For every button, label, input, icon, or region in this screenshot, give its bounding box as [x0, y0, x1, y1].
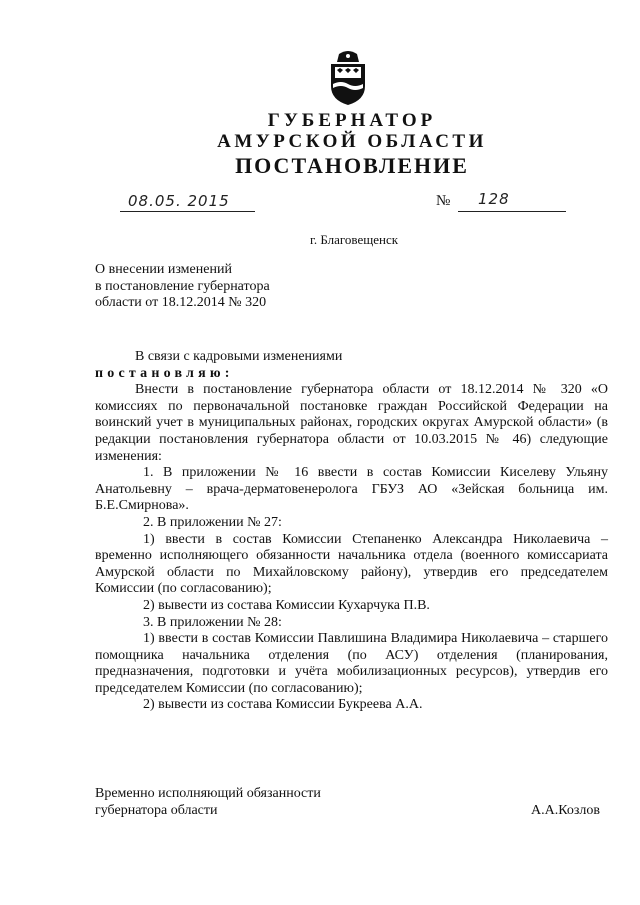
subject-line: О внесении изменений	[95, 262, 232, 277]
item-2-1: 1) ввести в состав Комиссии Степаненко Александра Николаевича – временно исполняющего обязанности начальника отдела (военного комиссариата Амурской области по Михайловскому району), утвердив его председателем Комиссии (по согласованию);	[95, 531, 608, 597]
issuer-region: АМУРСКОЙ ОБЛАСТИ	[217, 131, 487, 152]
item-2-2: 2) вывести из состава Комиссии Кухарчука П.В.	[143, 597, 430, 613]
item-3: 3. В приложении № 28:	[143, 614, 282, 630]
number-label: №	[436, 193, 451, 209]
item-3-1: 1) ввести в состав Комиссии Павлишина Владимира Николаевича – старшего помощника начальника отделения (по АСУ) отделения (планирования, предназначения, подготовки и учёта мобилизационных ресурсов), утвердив его председателем Комиссии (по согласованию);	[95, 631, 608, 696]
subject-block	[95, 262, 270, 312]
city: г. Благовещенск	[310, 232, 399, 247]
issuer-title: ГУБЕРНАТОР	[267, 110, 437, 131]
document-body	[95, 349, 608, 714]
decree-word: постановляю:	[95, 365, 234, 381]
lead-paragraph: В связи с кадровыми изменениями	[135, 349, 343, 364]
document-type: ПОСТАНОВЛЕНИЕ	[235, 153, 469, 178]
subject-line: области от 18.12.2014 № 320	[95, 295, 267, 311]
subject-line: в постановление губернатора	[95, 278, 270, 294]
date-underline	[120, 211, 255, 212]
number-underline	[458, 211, 566, 212]
signatory-position	[95, 786, 321, 819]
signatory-position-line: Временно исполняющий обязанности	[95, 786, 321, 801]
signatory-name: А.А.Козлов	[531, 803, 600, 818]
intro-paragraph: Внести в постановление губернатора области от 18.12.2014 № 320 «О комиссиях по первоначальной постановке граждан Российской Федерации на воинский учет в муниципальных районах, городских округах Амурской области» (в редакции постановления губернатора области от 10.03.2015 № 46) следующие изменения:	[95, 382, 608, 464]
signatory-position-line: губернатора области	[95, 802, 218, 818]
item-2: 2. В приложении № 27:	[143, 514, 282, 530]
handwritten-number: 128	[478, 190, 510, 208]
item-1: 1. В приложении № 16 ввести в состав Комиссии Киселеву Ульяну Анатольевну – врача-дерматовенеролога ГБУЗ АО «Зейская больница им. Б.Е.Смирнова».	[95, 465, 608, 514]
handwritten-date: 08.05. 2015	[128, 192, 230, 210]
amur-region-coat-of-arms	[325, 50, 371, 106]
item-3-2: 2) вывести из состава Комиссии Букреева А.А.	[143, 697, 423, 713]
